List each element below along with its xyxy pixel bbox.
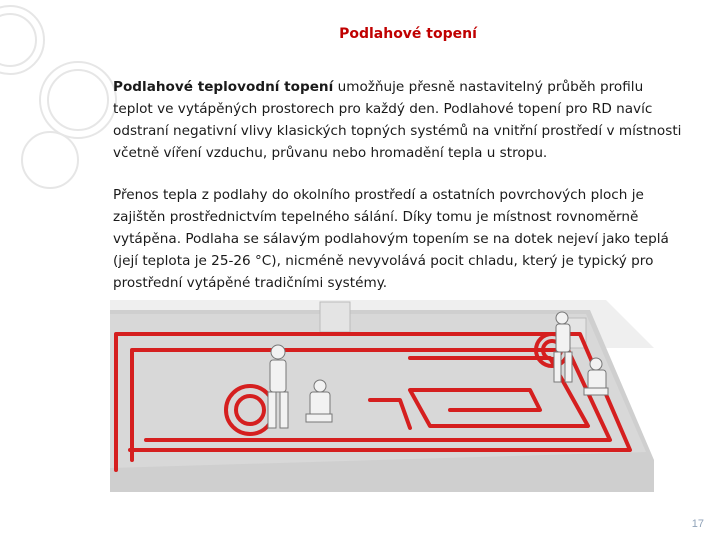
underfloor-heating-illustration <box>110 300 654 492</box>
page-number: 17 <box>691 518 704 530</box>
paragraph-2: Přenos tepla z podlahy do okolního prostředí a ostatních povrchových ploch je zajištěn prostřednictvím tepelného sálání. Díky tomu je místnost rovnoměrně vytápěna. Podlaha se sálavým podlahovým topením se na dotek nejeví jako teplá (její teplota je 25-26 °C), nicméně nevyvolává pocit chladu, který je typický pro prostřední vytápěné tradičními systémy. <box>113 187 669 291</box>
paragraph-1-text: umožňuje přesně nastavitelný průběh profilu teplot ve vytápěných prostorech pro každý den. Podlahové topení pro RD navíc odstraní negativní vlivy klasických topných systémů na vnitřní prostředí v místnosti včetně víření vzduchu, průvanu nebo hromadění tepla u stropu. <box>113 79 682 161</box>
page-title: Podlahové topení <box>339 26 477 42</box>
paragraph-1 <box>113 76 685 164</box>
paragraph-1-lead: Podlahové teplovodní topení <box>113 79 334 95</box>
